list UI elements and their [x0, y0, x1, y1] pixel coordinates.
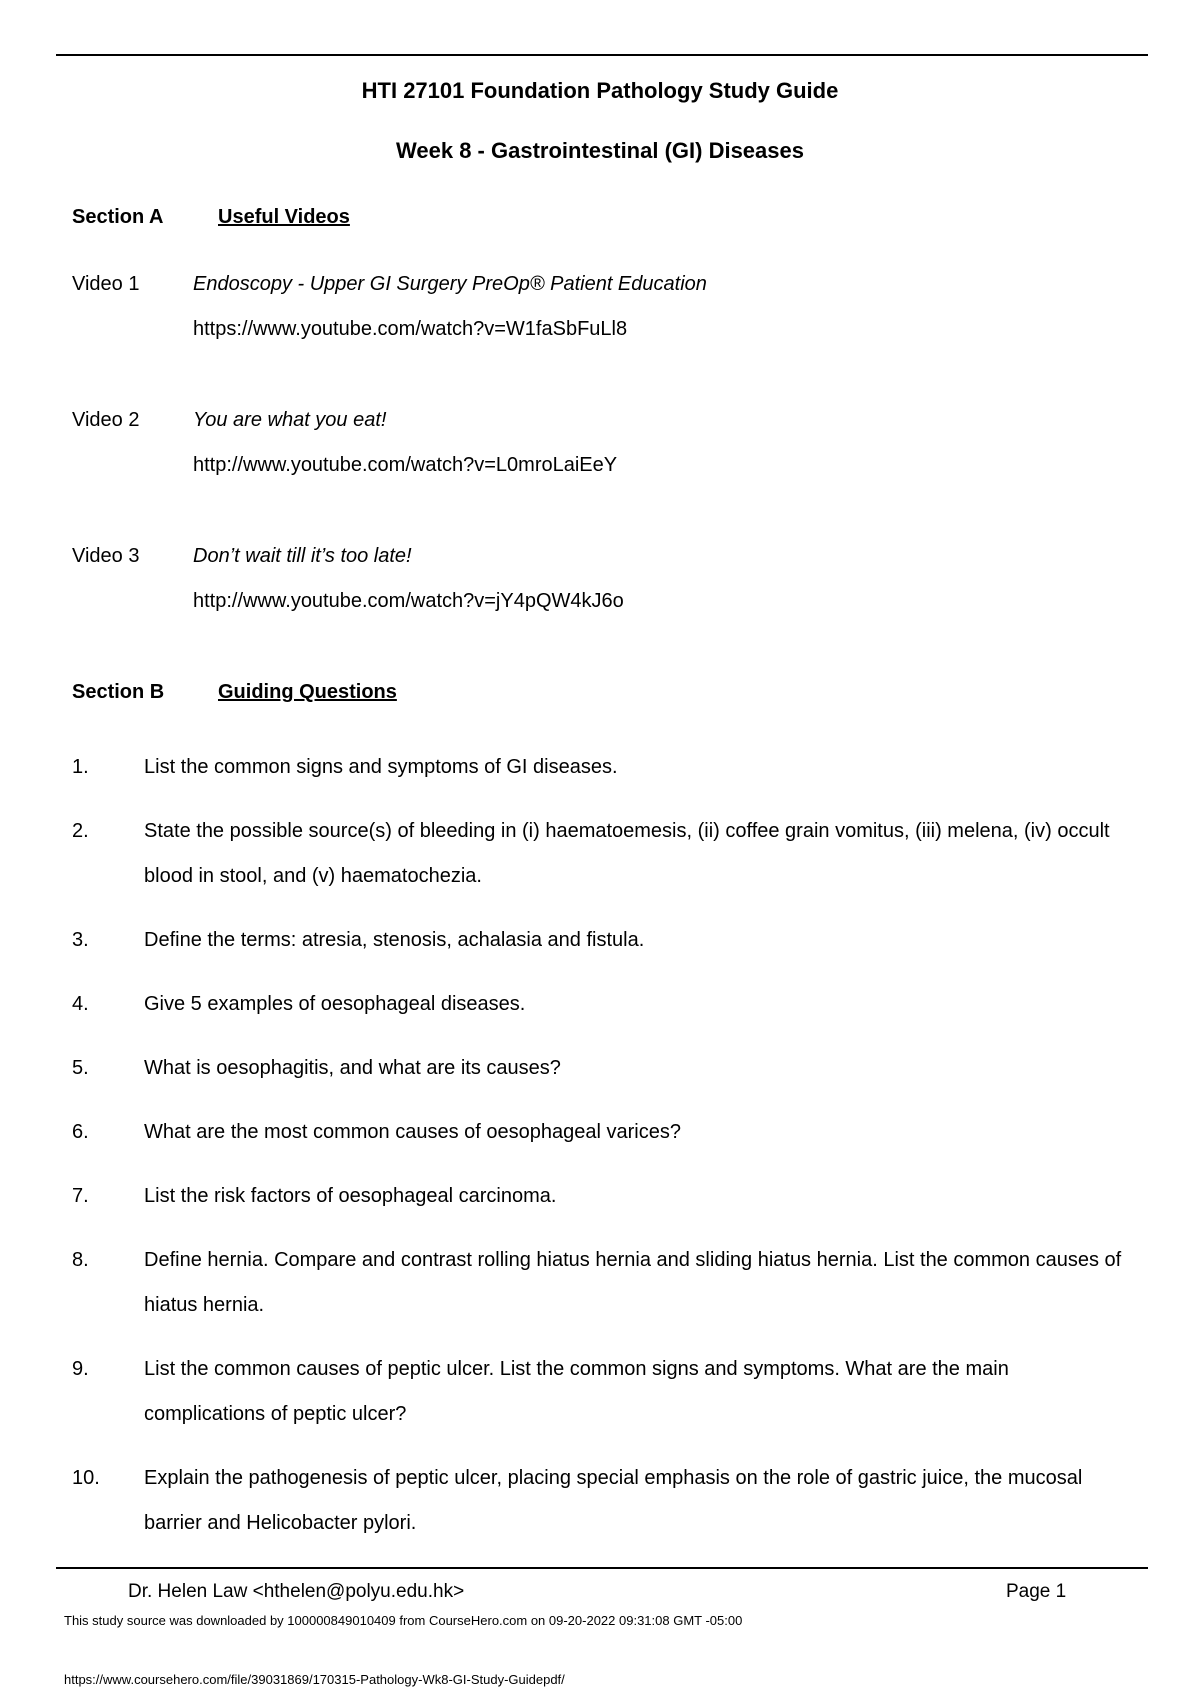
section-b-heading [72, 681, 397, 704]
question-item [72, 809, 1132, 899]
question-text: Give 5 examples of oesophageal diseases. [144, 993, 526, 1015]
footer-rule [56, 1567, 1148, 1569]
question-text: List the common signs and symptoms of GI diseases. [144, 756, 618, 778]
question-text: Define the terms: atresia, stenosis, achalasia and fistula. [144, 929, 645, 951]
video-label: Video 2 [72, 409, 140, 431]
video-label: Video 3 [72, 545, 140, 567]
question-text: What are the most common causes of oesophageal varices? [144, 1121, 681, 1143]
question-number: 8. [72, 1249, 89, 1271]
section-a-label: Section A [72, 206, 164, 228]
question-text: Define hernia. Compare and contrast rolling hiatus hernia and sliding hiatus hernia. List the common causes of hiatus hernia. [144, 1249, 1122, 1316]
question-text: List the risk factors of oesophageal carcinoma. [144, 1185, 557, 1207]
video-link[interactable]: https://www.youtube.com/watch?v=W1faSbFuLl8 [193, 318, 628, 340]
question-text: List the common causes of peptic ulcer. List the common signs and symptoms. What are the main complications of peptic ulcer? [144, 1358, 1009, 1425]
footer-author: Dr. Helen Law <hthelen@polyu.edu.hk> [128, 1581, 465, 1602]
question-number: 5. [72, 1057, 89, 1079]
question-text: What is oesophagitis, and what are its causes? [144, 1057, 561, 1079]
video-link[interactable]: http://www.youtube.com/watch?v=L0mroLaiEeY [193, 454, 618, 476]
source-url-link[interactable]: https://www.coursehero.com/file/39031869/170315-Pathology-Wk8-GI-Study-Guidepdf/ [64, 1672, 565, 1687]
section-a-title: Useful Videos [218, 206, 350, 228]
video-title: You are what you eat! [193, 409, 387, 431]
question-number: 1. [72, 756, 89, 778]
video-label: Video 1 [72, 273, 140, 295]
question-number: 4. [72, 993, 89, 1015]
video-title: Don’t wait till it’s too late! [193, 545, 412, 567]
question-number: 9. [72, 1358, 89, 1380]
question-item [72, 1347, 1132, 1437]
question-number: 3. [72, 929, 89, 951]
download-note: This study source was downloaded by 100000849010409 from CourseHero.com on 09-20-2022 09:31:08 GMT -05:00 [64, 1613, 743, 1628]
question-number: 6. [72, 1121, 89, 1143]
question-item [72, 1456, 1132, 1546]
guiding-questions-list [72, 745, 1132, 1565]
question-item [72, 1046, 1132, 1091]
section-b-title: Guiding Questions [218, 681, 397, 703]
question-item [72, 1238, 1132, 1328]
document-title: HTI 27101 Foundation Pathology Study Guide [361, 78, 839, 103]
question-number: 10. [72, 1467, 100, 1489]
question-item [72, 1174, 1132, 1219]
question-item [72, 918, 1132, 963]
question-text: Explain the pathogenesis of peptic ulcer, placing special emphasis on the role of gastric juice, the mucosal barrier and Helicobacter pylori. [144, 1467, 1083, 1534]
header-rule [56, 54, 1148, 56]
document-subtitle: Week 8 - Gastrointestinal (GI) Diseases [396, 138, 804, 163]
page-number: Page 1 [1006, 1581, 1067, 1602]
video-title: Endoscopy - Upper GI Surgery PreOp® Patient Education [193, 273, 707, 295]
video-link[interactable]: http://www.youtube.com/watch?v=jY4pQW4kJ6o [193, 590, 624, 612]
section-b-label: Section B [72, 681, 165, 703]
question-item [72, 982, 1132, 1027]
question-text: State the possible source(s) of bleeding in (i) haematoemesis, (ii) coffee grain vomitus, (iii) melena, (iv) occult blood in stool, and (v) haematochezia. [144, 820, 1110, 887]
question-number: 7. [72, 1185, 89, 1207]
question-item [72, 745, 1132, 790]
section-a-heading [72, 206, 350, 229]
question-number: 2. [72, 820, 89, 842]
question-item [72, 1110, 1132, 1155]
